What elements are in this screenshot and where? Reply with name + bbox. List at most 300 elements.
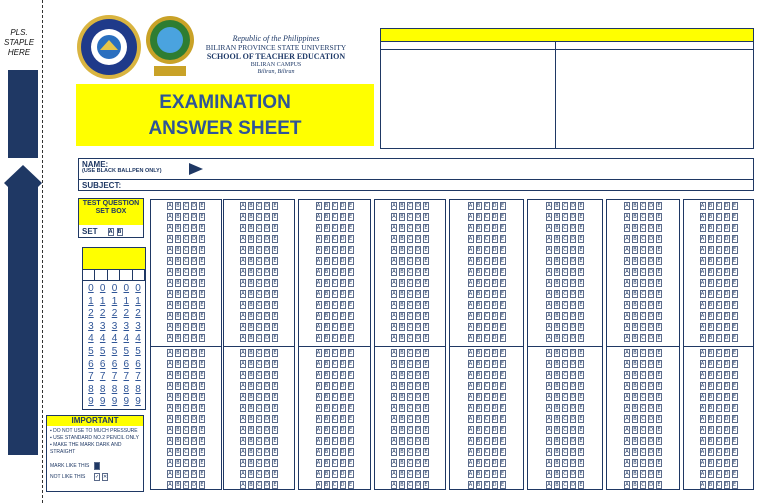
answer-bubble[interactable]: A bbox=[316, 290, 321, 297]
answer-bubble[interactable]: B bbox=[555, 405, 559, 412]
answer-bubble[interactable]: E bbox=[200, 361, 204, 368]
answer-bubble[interactable]: C bbox=[184, 225, 188, 232]
answer-bubble[interactable]: C bbox=[332, 470, 337, 477]
answer-bubble[interactable]: C bbox=[184, 481, 188, 488]
answer-bubble[interactable]: E bbox=[348, 225, 353, 232]
answer-bubble[interactable]: D bbox=[492, 268, 497, 275]
id-digit-bubble[interactable]: 0 bbox=[88, 283, 94, 294]
answer-bubble[interactable]: A bbox=[700, 405, 705, 412]
answer-bubble[interactable]: A bbox=[316, 394, 321, 401]
answer-bubble[interactable]: C bbox=[184, 470, 188, 477]
answer-bubble[interactable]: B bbox=[476, 312, 481, 319]
answer-bubble[interactable]: C bbox=[484, 383, 489, 390]
answer-bubble[interactable]: B bbox=[708, 350, 713, 357]
answer-bubble[interactable]: A bbox=[625, 334, 629, 341]
answer-bubble[interactable]: D bbox=[265, 481, 269, 488]
answer-bubble[interactable]: C bbox=[484, 361, 489, 368]
answer-bubble[interactable]: B bbox=[476, 383, 481, 390]
answer-bubble[interactable]: E bbox=[424, 225, 428, 232]
answer-bubble[interactable]: C bbox=[257, 301, 261, 308]
answer-bubble[interactable]: A bbox=[241, 214, 245, 221]
answer-bubble[interactable]: D bbox=[416, 470, 420, 477]
answer-bubble[interactable]: A bbox=[700, 301, 705, 308]
answer-bubble[interactable]: A bbox=[316, 481, 321, 488]
answer-bubble[interactable]: C bbox=[257, 268, 261, 275]
answer-bubble[interactable]: A bbox=[241, 437, 245, 444]
answer-bubble[interactable]: E bbox=[200, 214, 204, 221]
answer-bubble[interactable]: A bbox=[316, 372, 321, 379]
answer-bubble[interactable]: A bbox=[168, 372, 172, 379]
answer-bubble[interactable]: A bbox=[316, 361, 321, 368]
answer-bubble[interactable]: C bbox=[408, 247, 412, 254]
answer-bubble[interactable]: D bbox=[340, 258, 345, 265]
answer-bubble[interactable]: A bbox=[168, 323, 172, 330]
answer-bubble[interactable]: E bbox=[657, 268, 661, 275]
answer-bubble[interactable]: B bbox=[555, 279, 559, 286]
answer-bubble[interactable]: A bbox=[241, 405, 245, 412]
answer-bubble[interactable]: E bbox=[579, 383, 583, 390]
answer-bubble[interactable]: E bbox=[657, 415, 661, 422]
answer-bubble[interactable]: B bbox=[555, 312, 559, 319]
answer-bubble[interactable]: E bbox=[348, 301, 353, 308]
answer-bubble[interactable]: E bbox=[200, 426, 204, 433]
answer-bubble[interactable]: E bbox=[273, 394, 277, 401]
answer-bubble[interactable]: B bbox=[176, 334, 180, 341]
answer-bubble[interactable]: D bbox=[416, 301, 420, 308]
answer-bubble[interactable]: C bbox=[641, 334, 645, 341]
answer-bubble[interactable]: C bbox=[716, 470, 721, 477]
answer-bubble[interactable]: D bbox=[649, 350, 653, 357]
answer-bubble[interactable]: B bbox=[249, 258, 253, 265]
answer-bubble[interactable]: B bbox=[633, 350, 637, 357]
id-digit-bubble[interactable]: 5 bbox=[123, 345, 130, 357]
answer-bubble[interactable]: B bbox=[708, 437, 713, 444]
answer-bubble[interactable]: E bbox=[500, 470, 505, 477]
answer-bubble[interactable]: D bbox=[724, 383, 729, 390]
answer-bubble[interactable]: B bbox=[324, 361, 329, 368]
answer-bubble[interactable]: E bbox=[424, 361, 428, 368]
id-digit-bubble[interactable]: 9 bbox=[88, 396, 94, 408]
answer-bubble[interactable]: C bbox=[332, 415, 337, 422]
answer-bubble[interactable]: C bbox=[484, 481, 489, 488]
answer-bubble[interactable]: A bbox=[392, 481, 396, 488]
answer-bubble[interactable]: E bbox=[348, 437, 353, 444]
answer-bubble[interactable]: A bbox=[625, 415, 629, 422]
answer-bubble[interactable]: B bbox=[555, 236, 559, 243]
answer-bubble[interactable]: A bbox=[241, 225, 245, 232]
answer-bubble[interactable]: A bbox=[547, 214, 551, 221]
answer-bubble[interactable]: A bbox=[547, 459, 551, 466]
id-digit-bubble[interactable]: 3 bbox=[135, 320, 141, 332]
answer-bubble[interactable]: E bbox=[348, 426, 353, 433]
answer-bubble[interactable]: A bbox=[241, 361, 245, 368]
answer-bubble[interactable]: E bbox=[579, 426, 583, 433]
answer-bubble[interactable]: A bbox=[468, 481, 473, 488]
answer-bubble[interactable]: C bbox=[184, 301, 188, 308]
answer-bubble[interactable]: D bbox=[571, 312, 575, 319]
answer-bubble[interactable]: D bbox=[265, 279, 269, 286]
answer-bubble[interactable]: A bbox=[625, 426, 629, 433]
answer-bubble[interactable]: D bbox=[649, 448, 653, 455]
answer-bubble[interactable]: D bbox=[649, 383, 653, 390]
answer-bubble[interactable]: C bbox=[332, 394, 337, 401]
answer-bubble[interactable]: D bbox=[492, 225, 497, 232]
answer-bubble[interactable]: E bbox=[732, 405, 737, 412]
answer-bubble[interactable]: C bbox=[408, 268, 412, 275]
answer-bubble[interactable]: B bbox=[249, 448, 253, 455]
answer-bubble[interactable]: E bbox=[424, 203, 428, 210]
answer-bubble[interactable]: E bbox=[657, 214, 661, 221]
answer-bubble[interactable]: C bbox=[563, 279, 567, 286]
answer-bubble[interactable]: B bbox=[476, 247, 481, 254]
answer-bubble[interactable]: A bbox=[547, 361, 551, 368]
answer-bubble[interactable]: E bbox=[424, 415, 428, 422]
id-digit-bubble[interactable]: 1 bbox=[111, 295, 118, 307]
answer-bubble[interactable]: D bbox=[724, 290, 729, 297]
answer-bubble[interactable]: D bbox=[265, 372, 269, 379]
answer-bubble[interactable]: E bbox=[732, 470, 737, 477]
answer-bubble[interactable]: D bbox=[571, 268, 575, 275]
answer-bubble[interactable]: C bbox=[332, 323, 337, 330]
answer-bubble[interactable]: B bbox=[176, 415, 180, 422]
answer-bubble[interactable]: A bbox=[241, 334, 245, 341]
answer-bubble[interactable]: D bbox=[492, 383, 497, 390]
answer-bubble[interactable]: C bbox=[408, 383, 412, 390]
answer-bubble[interactable]: A bbox=[316, 236, 321, 243]
answer-bubble[interactable]: B bbox=[176, 405, 180, 412]
answer-bubble[interactable]: C bbox=[641, 350, 645, 357]
answer-bubble[interactable]: B bbox=[708, 361, 713, 368]
answer-bubble[interactable]: B bbox=[555, 470, 559, 477]
answer-bubble[interactable]: E bbox=[200, 448, 204, 455]
answer-bubble[interactable]: E bbox=[273, 481, 277, 488]
answer-bubble[interactable]: B bbox=[249, 394, 253, 401]
answer-bubble[interactable]: A bbox=[547, 394, 551, 401]
answer-bubble[interactable]: D bbox=[724, 334, 729, 341]
answer-bubble[interactable]: E bbox=[424, 481, 428, 488]
answer-bubble[interactable]: C bbox=[563, 258, 567, 265]
answer-bubble[interactable]: D bbox=[492, 312, 497, 319]
answer-bubble[interactable]: C bbox=[641, 203, 645, 210]
id-digit-bubble[interactable]: 0 bbox=[111, 283, 118, 294]
answer-bubble[interactable]: D bbox=[724, 481, 729, 488]
answer-bubble[interactable]: E bbox=[657, 426, 661, 433]
answer-bubble[interactable]: A bbox=[700, 383, 705, 390]
answer-bubble[interactable]: A bbox=[468, 437, 473, 444]
answer-bubble[interactable]: E bbox=[657, 258, 661, 265]
answer-bubble[interactable]: B bbox=[555, 415, 559, 422]
answer-bubble[interactable]: E bbox=[657, 372, 661, 379]
answer-bubble[interactable]: C bbox=[716, 372, 721, 379]
answer-bubble[interactable]: D bbox=[340, 405, 345, 412]
answer-bubble[interactable]: B bbox=[555, 290, 559, 297]
answer-bubble[interactable]: A bbox=[241, 279, 245, 286]
answer-bubble[interactable]: B bbox=[176, 258, 180, 265]
answer-bubble[interactable]: B bbox=[476, 437, 481, 444]
answer-bubble[interactable]: A bbox=[625, 470, 629, 477]
answer-bubble[interactable]: B bbox=[324, 236, 329, 243]
answer-bubble[interactable]: D bbox=[649, 279, 653, 286]
answer-bubble[interactable]: D bbox=[340, 437, 345, 444]
answer-bubble[interactable]: A bbox=[468, 236, 473, 243]
answer-bubble[interactable]: A bbox=[625, 247, 629, 254]
answer-bubble[interactable]: D bbox=[192, 214, 196, 221]
answer-bubble[interactable]: C bbox=[332, 350, 337, 357]
answer-bubble[interactable]: B bbox=[555, 426, 559, 433]
answer-bubble[interactable]: B bbox=[476, 350, 481, 357]
answer-bubble[interactable]: C bbox=[184, 203, 188, 210]
answer-bubble[interactable]: B bbox=[555, 225, 559, 232]
answer-bubble[interactable]: B bbox=[400, 225, 404, 232]
answer-bubble[interactable]: C bbox=[563, 312, 567, 319]
answer-bubble[interactable]: A bbox=[625, 448, 629, 455]
answer-bubble[interactable]: E bbox=[273, 437, 277, 444]
answer-bubble[interactable]: E bbox=[579, 290, 583, 297]
answer-bubble[interactable]: C bbox=[716, 214, 721, 221]
answer-bubble[interactable]: E bbox=[732, 323, 737, 330]
answer-bubble[interactable]: A bbox=[316, 448, 321, 455]
answer-bubble[interactable]: D bbox=[649, 236, 653, 243]
answer-bubble[interactable]: E bbox=[348, 214, 353, 221]
answer-bubble[interactable]: D bbox=[340, 415, 345, 422]
answer-bubble[interactable]: C bbox=[257, 312, 261, 319]
id-digit-bubble[interactable]: 5 bbox=[88, 345, 94, 357]
answer-bubble[interactable]: E bbox=[500, 268, 505, 275]
answer-bubble[interactable]: C bbox=[563, 481, 567, 488]
answer-bubble[interactable]: E bbox=[657, 459, 661, 466]
answer-bubble[interactable]: E bbox=[500, 426, 505, 433]
answer-bubble[interactable]: A bbox=[168, 247, 172, 254]
answer-bubble[interactable]: A bbox=[700, 203, 705, 210]
answer-bubble[interactable]: A bbox=[625, 361, 629, 368]
answer-bubble[interactable]: A bbox=[547, 258, 551, 265]
answer-bubble[interactable]: B bbox=[176, 312, 180, 319]
answer-bubble[interactable]: E bbox=[273, 247, 277, 254]
answer-bubble[interactable]: B bbox=[324, 279, 329, 286]
answer-bubble[interactable]: E bbox=[273, 361, 277, 368]
answer-bubble[interactable]: A bbox=[625, 258, 629, 265]
answer-bubble[interactable]: D bbox=[192, 361, 196, 368]
answer-bubble[interactable]: D bbox=[649, 459, 653, 466]
answer-bubble[interactable]: A bbox=[392, 394, 396, 401]
answer-bubble[interactable]: D bbox=[724, 415, 729, 422]
answer-bubble[interactable]: B bbox=[708, 225, 713, 232]
answer-bubble[interactable]: E bbox=[579, 268, 583, 275]
answer-bubble[interactable]: A bbox=[241, 481, 245, 488]
answer-bubble[interactable]: C bbox=[332, 279, 337, 286]
answer-bubble[interactable]: D bbox=[571, 470, 575, 477]
answer-bubble[interactable]: B bbox=[324, 383, 329, 390]
answer-bubble[interactable]: B bbox=[476, 459, 481, 466]
answer-bubble[interactable]: E bbox=[579, 470, 583, 477]
answer-bubble[interactable]: E bbox=[424, 383, 428, 390]
id-digit-bubble[interactable]: 6 bbox=[135, 358, 141, 370]
answer-bubble[interactable]: D bbox=[416, 236, 420, 243]
answer-bubble[interactable]: E bbox=[500, 290, 505, 297]
answer-bubble[interactable]: B bbox=[476, 225, 481, 232]
answer-bubble[interactable]: E bbox=[424, 459, 428, 466]
answer-bubble[interactable]: E bbox=[273, 279, 277, 286]
id-digit-bubble[interactable]: 8 bbox=[111, 383, 118, 395]
answer-bubble[interactable]: C bbox=[484, 415, 489, 422]
answer-bubble[interactable]: A bbox=[625, 405, 629, 412]
answer-bubble[interactable]: A bbox=[468, 203, 473, 210]
answer-bubble[interactable]: E bbox=[732, 258, 737, 265]
answer-bubble[interactable]: C bbox=[332, 247, 337, 254]
answer-bubble[interactable]: D bbox=[265, 383, 269, 390]
answer-bubble[interactable]: A bbox=[241, 203, 245, 210]
answer-bubble[interactable]: D bbox=[340, 394, 345, 401]
answer-bubble[interactable]: E bbox=[200, 372, 204, 379]
answer-bubble[interactable]: B bbox=[176, 236, 180, 243]
answer-bubble[interactable]: D bbox=[571, 405, 575, 412]
answer-bubble[interactable]: A bbox=[700, 426, 705, 433]
answer-bubble[interactable]: A bbox=[316, 426, 321, 433]
answer-bubble[interactable]: A bbox=[241, 448, 245, 455]
answer-bubble[interactable]: E bbox=[348, 323, 353, 330]
answer-bubble[interactable]: B bbox=[400, 279, 404, 286]
answer-bubble[interactable]: D bbox=[192, 394, 196, 401]
answer-bubble[interactable]: C bbox=[184, 268, 188, 275]
answer-bubble[interactable]: C bbox=[641, 470, 645, 477]
answer-bubble[interactable]: A bbox=[168, 290, 172, 297]
answer-bubble[interactable]: E bbox=[579, 405, 583, 412]
answer-bubble[interactable]: C bbox=[257, 481, 261, 488]
answer-bubble[interactable]: D bbox=[492, 334, 497, 341]
answer-bubble[interactable]: A bbox=[168, 383, 172, 390]
answer-bubble[interactable]: C bbox=[563, 426, 567, 433]
answer-bubble[interactable]: D bbox=[265, 301, 269, 308]
answer-bubble[interactable]: B bbox=[176, 437, 180, 444]
answer-bubble[interactable]: D bbox=[265, 470, 269, 477]
answer-bubble[interactable]: A bbox=[468, 334, 473, 341]
answer-bubble[interactable]: E bbox=[200, 236, 204, 243]
answer-bubble[interactable]: B bbox=[176, 225, 180, 232]
answer-bubble[interactable]: A bbox=[468, 470, 473, 477]
answer-bubble[interactable]: C bbox=[184, 383, 188, 390]
answer-bubble[interactable]: A bbox=[700, 247, 705, 254]
answer-bubble[interactable]: D bbox=[571, 323, 575, 330]
answer-bubble[interactable]: A bbox=[547, 334, 551, 341]
answer-bubble[interactable]: B bbox=[476, 372, 481, 379]
answer-bubble[interactable]: E bbox=[424, 312, 428, 319]
answer-bubble[interactable]: B bbox=[633, 372, 637, 379]
answer-bubble[interactable]: D bbox=[192, 236, 196, 243]
answer-bubble[interactable]: E bbox=[273, 268, 277, 275]
answer-bubble[interactable]: B bbox=[249, 203, 253, 210]
answer-bubble[interactable]: C bbox=[716, 268, 721, 275]
answer-bubble[interactable]: C bbox=[641, 225, 645, 232]
answer-bubble[interactable]: E bbox=[579, 415, 583, 422]
answer-bubble[interactable]: B bbox=[555, 268, 559, 275]
answer-bubble[interactable]: E bbox=[500, 405, 505, 412]
answer-bubble[interactable]: E bbox=[273, 459, 277, 466]
answer-bubble[interactable]: E bbox=[200, 247, 204, 254]
answer-bubble[interactable]: E bbox=[424, 258, 428, 265]
answer-bubble[interactable]: B bbox=[176, 214, 180, 221]
answer-bubble[interactable]: E bbox=[579, 350, 583, 357]
answer-bubble[interactable]: A bbox=[241, 323, 245, 330]
answer-bubble[interactable]: B bbox=[324, 415, 329, 422]
answer-bubble[interactable]: E bbox=[424, 470, 428, 477]
answer-bubble[interactable]: E bbox=[200, 268, 204, 275]
answer-bubble[interactable]: C bbox=[716, 258, 721, 265]
answer-bubble[interactable]: E bbox=[424, 290, 428, 297]
answer-bubble[interactable]: C bbox=[408, 415, 412, 422]
answer-bubble[interactable]: E bbox=[657, 405, 661, 412]
subject-label[interactable]: SUBJECT: bbox=[82, 181, 122, 190]
answer-bubble[interactable]: A bbox=[241, 236, 245, 243]
answer-bubble[interactable]: D bbox=[265, 415, 269, 422]
answer-bubble[interactable]: C bbox=[184, 415, 188, 422]
answer-bubble[interactable]: C bbox=[484, 258, 489, 265]
id-digit-bubble[interactable]: 7 bbox=[135, 371, 141, 383]
answer-bubble[interactable]: B bbox=[708, 405, 713, 412]
answer-bubble[interactable]: A bbox=[625, 203, 629, 210]
answer-bubble[interactable]: D bbox=[192, 481, 196, 488]
answer-bubble[interactable]: D bbox=[416, 290, 420, 297]
answer-bubble[interactable]: C bbox=[641, 312, 645, 319]
answer-bubble[interactable]: E bbox=[732, 301, 737, 308]
answer-bubble[interactable]: B bbox=[249, 334, 253, 341]
answer-bubble[interactable]: B bbox=[708, 415, 713, 422]
answer-bubble[interactable]: D bbox=[492, 214, 497, 221]
answer-bubble[interactable]: B bbox=[324, 225, 329, 232]
answer-bubble[interactable]: A bbox=[625, 383, 629, 390]
answer-bubble[interactable]: B bbox=[249, 236, 253, 243]
answer-bubble[interactable]: D bbox=[492, 290, 497, 297]
answer-bubble[interactable]: D bbox=[340, 301, 345, 308]
answer-bubble[interactable]: C bbox=[484, 290, 489, 297]
answer-bubble[interactable]: C bbox=[484, 426, 489, 433]
id-digit-bubble[interactable]: 6 bbox=[111, 358, 118, 370]
answer-bubble[interactable]: A bbox=[241, 350, 245, 357]
answer-bubble[interactable]: A bbox=[468, 426, 473, 433]
answer-bubble[interactable]: C bbox=[408, 334, 412, 341]
answer-bubble[interactable]: E bbox=[348, 470, 353, 477]
answer-bubble[interactable]: A bbox=[468, 448, 473, 455]
answer-bubble[interactable]: D bbox=[192, 405, 196, 412]
answer-bubble[interactable]: C bbox=[184, 361, 188, 368]
answer-bubble[interactable]: B bbox=[176, 247, 180, 254]
answer-bubble[interactable]: B bbox=[633, 225, 637, 232]
answer-bubble[interactable]: D bbox=[571, 437, 575, 444]
answer-bubble[interactable]: B bbox=[476, 214, 481, 221]
answer-bubble[interactable]: B bbox=[555, 394, 559, 401]
answer-bubble[interactable]: C bbox=[184, 426, 188, 433]
id-digit-bubble[interactable]: 1 bbox=[99, 295, 106, 307]
answer-bubble[interactable]: B bbox=[400, 481, 404, 488]
answer-bubble[interactable]: C bbox=[408, 236, 412, 243]
answer-bubble[interactable]: E bbox=[732, 290, 737, 297]
answer-bubble[interactable]: E bbox=[424, 334, 428, 341]
name-field[interactable] bbox=[82, 161, 162, 175]
answer-bubble[interactable]: D bbox=[649, 470, 653, 477]
answer-bubble[interactable]: C bbox=[716, 334, 721, 341]
answer-bubble[interactable]: D bbox=[265, 203, 269, 210]
answer-bubble[interactable]: E bbox=[273, 470, 277, 477]
answer-bubble[interactable]: E bbox=[657, 323, 661, 330]
answer-bubble[interactable]: E bbox=[579, 301, 583, 308]
answer-bubble[interactable]: A bbox=[625, 268, 629, 275]
answer-bubble[interactable]: D bbox=[724, 203, 729, 210]
answer-bubble[interactable]: A bbox=[168, 258, 172, 265]
answer-bubble[interactable]: D bbox=[416, 437, 420, 444]
answer-bubble[interactable]: B bbox=[400, 394, 404, 401]
answer-bubble[interactable]: A bbox=[392, 214, 396, 221]
answer-bubble[interactable]: C bbox=[408, 258, 412, 265]
answer-bubble[interactable]: E bbox=[579, 481, 583, 488]
